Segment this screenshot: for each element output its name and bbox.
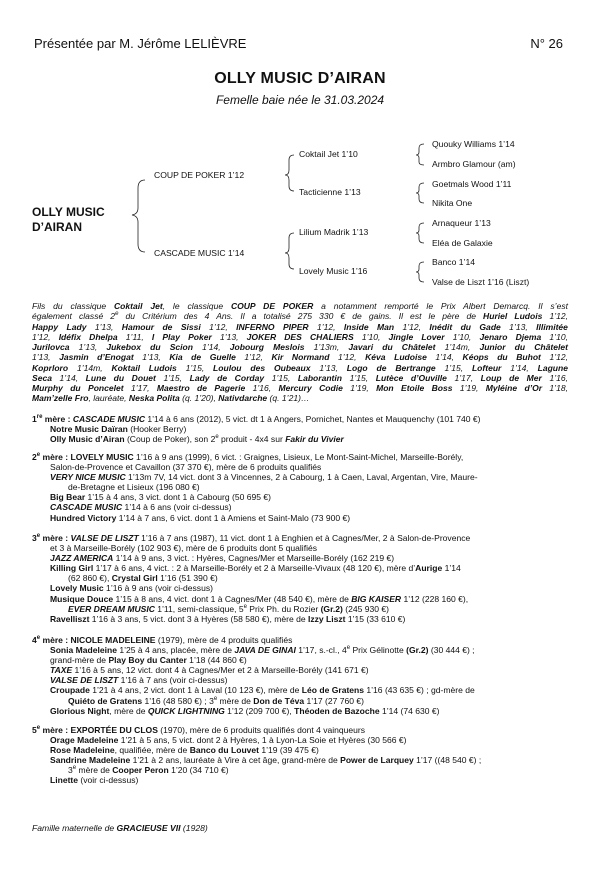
text-run: VALSE DE LISZT (50, 675, 119, 686)
page-subtitle: Femelle baie née le 31.03.2024 (215, 93, 385, 107)
mere-4 (32, 635, 572, 716)
text-run: Inédit du Gade (429, 321, 501, 332)
mere-line (32, 502, 572, 512)
narrative-line (32, 322, 568, 332)
text-run: Huriel Ludois (483, 311, 543, 322)
text-run: 1’16, (245, 383, 279, 393)
text-run: (Gr.2) (406, 645, 429, 656)
text-run: Théoden de Bazoche (294, 705, 380, 716)
narrative-line (32, 301, 568, 311)
mere-line (32, 665, 572, 675)
mere-line (32, 543, 572, 553)
text-run: Don de Téva (253, 695, 305, 706)
text-run: mère : (40, 533, 71, 543)
pedigree-gen4: Goetmals Wood 1’11 (432, 179, 512, 189)
text-run: 1’16 (48 580 €) ; 3 (142, 695, 214, 706)
text-run: 1’13, (86, 321, 122, 332)
text-run: Sonia Madeleine (50, 645, 117, 656)
presenter-line: Présentée par M. Jérôme LELIÈVRE (34, 36, 247, 51)
text-run: 1’19, (342, 383, 377, 393)
text-run: Ravelliszt (50, 613, 90, 624)
text-run: 1’21 à 4 ans, 2 vict. dont 1 à Laval (10 123 €), mère de (89, 685, 302, 696)
text-run: 1’10, (541, 331, 568, 342)
text-run: 4 (32, 635, 37, 645)
text-run: Maestro de Pagerie (156, 383, 246, 393)
text-run: Prix Ph. du Rozier (246, 603, 321, 614)
text-run: 1’19 (39 475 €) (259, 745, 319, 756)
mere-line (32, 775, 572, 785)
text-run: Idéfix Dhelpa (58, 331, 118, 342)
text-run: Léo de Gratens (301, 685, 365, 696)
text-run: Inside Man (343, 321, 395, 332)
text-run: GRACIEUSE VII (116, 823, 181, 833)
text-run: 1’12 (209 700 €), (224, 705, 295, 716)
text-run: Glorious Night (50, 705, 110, 716)
text-run: , lauréate, (88, 393, 129, 404)
text-run: JOKER DES CHALIERS (246, 331, 354, 342)
text-run: 1’14, (501, 362, 538, 373)
text-run: CASCADE MUSIC (72, 414, 146, 424)
text-run: Notre Music Daïran (50, 424, 128, 435)
text-run: Javari du Châtelet (348, 342, 436, 352)
text-run: 1’12 (228 160 €), (401, 593, 469, 604)
mere-3 (32, 533, 572, 624)
text-run: grand-mère de (50, 655, 109, 666)
text-run: Croupade (50, 685, 90, 696)
text-run: 1’17, (446, 372, 481, 383)
text-run: mère : NICOLE MADELEINE (40, 635, 156, 645)
pedigree-gen4: Banco 1’14 (432, 257, 476, 267)
text-run: Linette (50, 775, 79, 786)
text-run: 3 (68, 765, 73, 776)
mere-heading (32, 414, 572, 424)
text-run: Kia de Guelle (169, 352, 236, 363)
text-run: Kir Normand (271, 352, 330, 363)
text-run: JAZZ AMERICA (50, 553, 114, 564)
text-run: Lutèce d’Ouville (375, 372, 447, 383)
text-run: également classé 2 (32, 311, 116, 322)
text-run: mère : EXPORTÉE DU CLOS (40, 725, 158, 735)
mere-2 (32, 452, 572, 523)
mere-heading (32, 533, 572, 543)
text-run: (30 444 €) ; (428, 645, 475, 656)
text-run: Quiéto de Gratens (68, 695, 143, 706)
text-run: de-Bretagne et Lisieux (196 080 €) (68, 482, 200, 493)
mere-line (32, 462, 572, 472)
text-run: mère de (217, 695, 254, 706)
text-run: 1’18, (542, 383, 568, 393)
text-run: Myléine d’Or (485, 383, 543, 393)
mere-line (32, 614, 572, 624)
text-run: Mon Etoile Boss (376, 383, 453, 393)
text-run: , mère de (109, 705, 148, 716)
text-run: (Gr.2) (320, 603, 343, 614)
mere-line (32, 765, 572, 775)
text-run: 1’16 à 9 ans (voir ci-dessus) (103, 583, 213, 594)
narrative-line (32, 311, 568, 321)
text-run: 1’13, (310, 362, 347, 373)
mere-line (32, 573, 572, 583)
text-run: du Critérium des 4 Ans. Il a totalisé 275 330 € de gains. Il est le père de (118, 311, 484, 322)
pedigree-gen3: Lilium Madrik 1’13 (299, 227, 369, 237)
text-run: Lady de Corday (189, 372, 265, 383)
text-run: BIG KAISER (351, 593, 402, 604)
mere-line (32, 755, 572, 765)
text-run: e (72, 765, 77, 772)
text-run: 2 (32, 452, 37, 462)
lot-number: N° 26 (530, 36, 563, 51)
text-run: (Hooker Berry) (127, 424, 187, 435)
text-run: Jasmin d’Enogat (59, 352, 134, 363)
mere-line (32, 553, 572, 563)
maternal-family (32, 823, 208, 833)
pedigree-horse: OLLY MUSIC D’AIRAN (32, 205, 105, 234)
mere-line (32, 594, 572, 604)
text-run: 1’16 (51 390 €) (157, 573, 218, 584)
mere-line (32, 583, 572, 593)
text-run: 1’13, (69, 342, 107, 352)
narrative-line (32, 332, 568, 342)
text-run: Neska Polita (128, 393, 180, 404)
mere-line (32, 563, 572, 573)
text-run: Cooper Peron (112, 765, 169, 776)
text-run: Kéops du Buhot (462, 352, 541, 363)
text-run: Kéva Ludoise (365, 352, 427, 363)
text-run: 1’16 (43 635 €) ; gd-mère de (364, 685, 475, 696)
text-run: Loulou des Oubeaux (213, 362, 311, 373)
text-run: 1’14 à 7 ans, 6 vict. dont 1 à Amiens et Saint-Malo (73 900 €) (116, 512, 351, 523)
text-run: 1’14 à 6 ans (2012), 5 vict. dt 1 à Angers, Pornichet, Nantes et Mauquenchy (101 740 €) (145, 414, 481, 424)
narrative-line (32, 352, 568, 362)
text-run: Jobourg Meslois (229, 342, 305, 352)
text-run: 1’17 à 6 ans, 4 vict. : 2 à Marseille-Borély et 2 à Marseille-Vivaux (48 120 €), mère d’ (93, 563, 416, 574)
text-run: e (115, 311, 119, 318)
text-run: e (346, 645, 351, 652)
text-run: 1’14 (74 630 €) (379, 705, 440, 716)
mere-line (32, 434, 572, 444)
text-run: 1’12, (308, 321, 344, 332)
mere-line (32, 706, 572, 716)
text-run: 1’17, s.-cl., 4 (295, 645, 347, 656)
text-run: VERY NICE MUSIC (50, 472, 126, 483)
text-run: Seca (32, 372, 52, 383)
text-run: 1’14 à 9 ans, 3 vict. : Hyères, Cagnes/Mer et Marseille-Borély (162 219 €) (113, 553, 395, 564)
text-run: 1’15, (176, 362, 214, 373)
text-run: 1’17, (123, 383, 157, 393)
text-run: Lagune (537, 362, 568, 373)
mere-1 (32, 414, 572, 444)
text-run: Koprloro (32, 362, 69, 373)
text-run: Coktail Jet (114, 301, 163, 311)
pedigree-gen3: Lovely Music 1’16 (299, 266, 368, 276)
pedigree-gen4: Arnaqueur 1’13 (432, 218, 491, 228)
mere-line (32, 675, 572, 685)
text-run: 1’16 à 3 ans, 5 vict. dont 3 à Hyères (58 580 €), mère de (89, 613, 308, 624)
text-run: 1’13m 7V, 14 vict. dont 3 à Vincennes, 2 à Cabourg, 1 à Caen, Laval, Argentan, Vire, Maure- (125, 472, 478, 483)
text-run: 1’13, (32, 352, 60, 363)
text-run: (q. 1’21)… (267, 393, 310, 404)
text-run: 1’14m, (435, 342, 480, 352)
text-run: 1’21 à 2 ans, lauréate à Vire à cet âge, grand-mère de (130, 755, 341, 766)
text-run: 1’12, (329, 352, 366, 363)
text-run: Murphy du Poncelet (32, 383, 124, 393)
text-run: Illimitée (536, 321, 568, 332)
text-run: 1’17 (27 760 €) (304, 695, 364, 706)
text-run: Orage Madeleine (50, 735, 119, 746)
pedigree-gen4: Valse de Liszt 1’16 (Liszt) (432, 277, 530, 287)
text-run: CASCADE MUSIC (50, 502, 123, 513)
text-run: Big Bear (50, 492, 86, 503)
mere-line (32, 745, 572, 755)
text-run: (Coup de Poker), son 2 (124, 434, 216, 445)
text-run: , qualifiée, mère de (114, 745, 190, 756)
mere-line (32, 735, 572, 745)
text-run: Logo de Bertrange (346, 362, 436, 373)
text-run: 1’18 (44 860 €) (186, 655, 247, 666)
text-run: 1’11, semi-classique, 5 (154, 603, 244, 614)
text-run: e (36, 533, 41, 540)
text-run: (q. 1’20), (179, 393, 219, 404)
text-run: Lofteur (471, 362, 502, 373)
text-run: 1’15, (435, 362, 472, 373)
text-run: (1979), mère de 4 produits qualifiés (155, 635, 293, 645)
text-run: TAXE (50, 665, 73, 676)
text-run: Jukebox du Scion (106, 342, 193, 352)
text-run: 1’14, (192, 342, 230, 352)
text-run: Prix Gélinotte (350, 645, 407, 656)
text-run: 1’14 à 6 ans (voir ci-dessus) (122, 502, 232, 513)
text-run: Famille maternelle de (32, 823, 117, 833)
text-run: Mercury Codie (278, 383, 343, 393)
text-run: VALSE DE LISZT (70, 533, 139, 543)
text-run: (1970), mère de 6 produits qualifiés dont 4 vainqueurs (157, 725, 366, 735)
mere-line (32, 604, 572, 614)
text-run: Fakir du Vivier (285, 434, 344, 445)
pedigree-gen4: Nikita One (432, 198, 473, 208)
text-run: e (36, 725, 41, 732)
text-run: 1’15, (155, 372, 190, 383)
text-run: 1’12, (542, 311, 568, 322)
text-run: Laborantin (297, 372, 343, 383)
text-run: Rose Madeleine (50, 745, 115, 756)
text-run: Loup de Mer (480, 372, 542, 383)
narrative-line (32, 342, 568, 352)
page-title: OLLY MUSIC D’AIRAN (214, 70, 386, 87)
text-run: Jenaro Djema (479, 331, 542, 342)
text-run: Aurige (415, 563, 443, 574)
mere-line (32, 472, 572, 482)
text-run: 1’10, (353, 331, 389, 342)
text-run: 1’25 à 4 ans, placée, mère de (116, 645, 235, 656)
text-run: Musique Douce (50, 593, 114, 604)
pedigree-dam: CASCADE MUSIC 1’14 (154, 248, 245, 258)
text-run: EVER DREAM MUSIC (68, 603, 155, 614)
text-run: e (36, 452, 41, 459)
text-run: mère : (42, 414, 73, 424)
text-run: Crystal Girl (111, 573, 158, 584)
text-run: 1’10, (444, 331, 480, 342)
text-run: Power de Larquey (340, 755, 414, 766)
text-run: 1’14 (442, 563, 461, 574)
text-run: 1’14, (426, 352, 463, 363)
text-run: e (243, 603, 247, 610)
text-run: 1’15 à 4 ans, 3 vict. dont 1 à Cabourg (50 695 €) (85, 492, 271, 503)
text-run: Fils du classique (32, 301, 114, 311)
text-run: 1’12, (200, 321, 237, 332)
text-run: 1’17 ((48 540 €) ; (413, 755, 482, 766)
text-run: mère : LOVELY MUSIC (40, 452, 134, 462)
text-run: 1’13, (500, 321, 537, 332)
text-run: 1’12, (32, 331, 59, 342)
mere-line (32, 685, 572, 695)
text-run: 1’14, (51, 372, 86, 383)
text-run: Junior du Châtelet (479, 342, 568, 352)
text-run: 4x4 sur (254, 434, 286, 445)
text-run: e (213, 695, 218, 702)
text-run: Banco du Louvet (189, 745, 260, 756)
text-run: 1 (32, 414, 37, 424)
text-run: 1’12, (540, 352, 568, 363)
text-run: Hamour de Sissi (121, 321, 201, 332)
text-run: (1928) (180, 823, 208, 833)
text-run: Sandrine Madeleine (50, 755, 131, 766)
text-run: 1’16, (541, 372, 568, 383)
text-run: Play Boy du Canter (108, 655, 187, 666)
text-run: Lune du Douet (85, 372, 156, 383)
text-run: 1’16 à 9 ans (1999), 6 vict. : Graignes, Lisieux, Le Mont-Saint-Michel, Marseille-Borély, (133, 452, 464, 462)
text-run: (245 930 €) (342, 603, 389, 614)
text-run: JAVA DE GINAI (234, 645, 296, 656)
pedigree-gen3: Tacticienne 1’13 (299, 187, 361, 197)
text-run: (62 860 €), (68, 573, 112, 584)
text-run: 3 (32, 533, 37, 543)
text-run: Mam’zelle Fro (32, 393, 89, 404)
text-run: re (36, 414, 43, 421)
text-run: 1’19, (452, 383, 486, 393)
pedigree-sire: COUP DE POKER 1’12 (154, 170, 245, 180)
mere-line (32, 645, 572, 655)
mere-line (32, 655, 572, 665)
sire-narrative (32, 301, 568, 404)
narrative-line (32, 393, 568, 403)
text-run: Izzy Liszt (307, 613, 346, 624)
text-run: 1’15, (342, 372, 376, 383)
text-run: 5 (32, 725, 37, 735)
mere-line (32, 513, 572, 523)
text-run: 1’15 à 8 ans, 4 vict. dont 1 à Cagnes/Mer (48 540 €), mère de (113, 593, 352, 604)
text-run: Olly Music d’Airan (50, 434, 125, 445)
text-run: 1’13, (211, 331, 247, 342)
narrative-line (32, 373, 568, 383)
pedigree-gen4: Armbro Glamour (am) (432, 159, 516, 169)
mere-line (32, 492, 572, 502)
text-run: COUP DE POKER (230, 301, 314, 311)
mere-line (32, 696, 572, 706)
text-run: Salon-de-Provence et Cavaillon (37 370 €), mère de 6 produits qualifiés (50, 462, 322, 473)
mere-5 (32, 725, 572, 786)
text-run: 1’12, (235, 352, 272, 363)
text-run: (voir ci-dessus) (78, 775, 139, 786)
pedigree-gen4: Quouky Williams 1’14 (432, 139, 515, 149)
mere-line (32, 424, 572, 434)
text-run: I Play Poker (151, 331, 212, 342)
text-run: mère de (76, 765, 113, 776)
text-run: 1’16 à 5 ans, 12 vict. dont 4 à Cagnes/Mer et 2 à Marseille-Borély (141 671 €) (72, 665, 369, 676)
text-run: Jingle Lover (388, 331, 445, 342)
text-run: 1’16 à 7 ans (voir ci-dessus) (118, 675, 228, 686)
text-run: Lovely Music (50, 583, 104, 594)
text-run: Hundred Victory (50, 512, 117, 523)
text-run: 1’16 à 7 ans (1987), 11 vict. dont 1 à Enghien et à Cagnes/Mer, 2 à Salon-de-Provence (138, 533, 471, 543)
narrative-line (32, 383, 568, 393)
text-run: 1’13, (133, 352, 170, 363)
text-run: Happy Lady (32, 321, 87, 332)
text-run: 1’12, (394, 321, 430, 332)
mere-heading (32, 452, 572, 462)
text-run: 1’21 à 5 ans, 5 vict. dont 2 à Hyères, 1 à Lyon-La Soie et Hyères (30 566 €) (118, 735, 407, 746)
text-run: et 3 à Marseille-Borély (102 903 €), mère de 6 produits dont 5 qualifiés (50, 543, 317, 554)
mere-line (32, 482, 572, 492)
text-run: 1’11, (117, 331, 152, 342)
text-run: e (36, 635, 41, 642)
text-run: 1’15 (33 610 €) (345, 613, 406, 624)
text-run: QUICK LIGHTNING (147, 705, 225, 716)
text-run: a notamment remporté le Prix Albert Demarcq. Il s’est (313, 301, 568, 311)
text-run: 1’20 (34 710 €) (168, 765, 229, 776)
text-run: Killing Girl (50, 563, 94, 574)
text-run: INFERNO PIPER (236, 321, 309, 332)
pedigree-gen3: Coktail Jet 1’10 (299, 149, 358, 159)
text-run: Koktail Ludois (111, 362, 177, 373)
text-run: e (215, 434, 219, 441)
text-run: Jurilovca (32, 342, 70, 352)
text-run: , le classique (162, 301, 231, 311)
mere-heading (32, 725, 572, 735)
narrative-line (32, 363, 568, 373)
text-run: Nativdarche (218, 393, 268, 404)
text-run: 1’14m, (68, 362, 112, 373)
text-run: 1’15, (264, 372, 298, 383)
mere-heading (32, 635, 572, 645)
text-run: produit - (218, 434, 255, 445)
text-run: 1’13m, (304, 342, 349, 352)
pedigree-gen4: Eléa de Galaxie (432, 238, 493, 248)
